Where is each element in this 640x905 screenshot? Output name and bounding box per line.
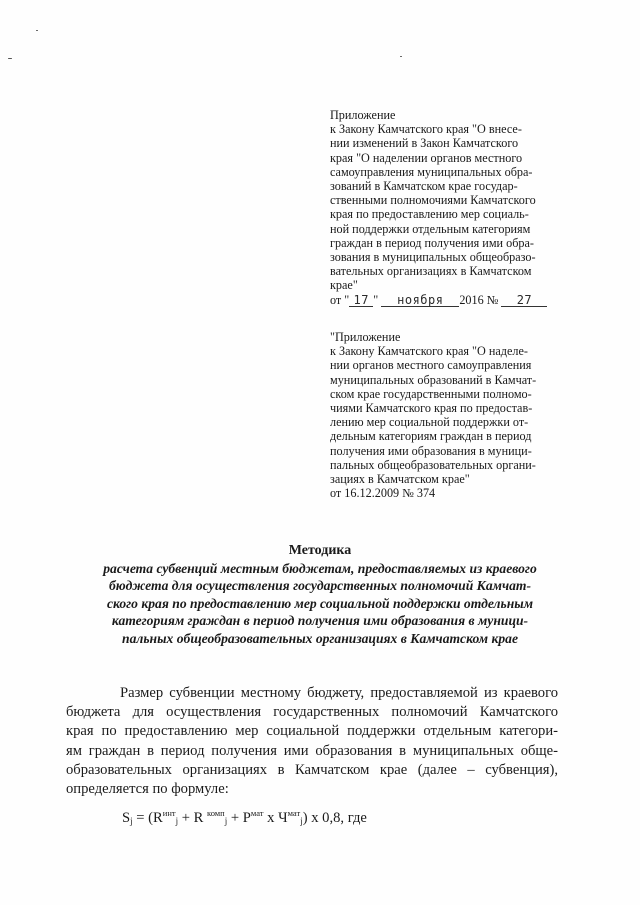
appendix-line: крае": [330, 278, 358, 293]
appendix-line: края по предоставлению мер социаль-: [330, 207, 529, 222]
law-date-line: [330, 293, 566, 307]
original-appendix-line: от 16.12.2009 № 374: [330, 486, 436, 501]
original-appendix-line: муниципальных образований в Камчат-: [330, 372, 537, 387]
appendix-line: края "О наделении органов местного: [330, 150, 523, 165]
methodology-heading: Методика: [288, 543, 352, 558]
formula-p-sup: мат: [250, 808, 264, 818]
body-line: края по предоставлению мер социальной поддержки отдельным категори-: [66, 723, 558, 740]
date-year: 2016 №: [459, 292, 499, 307]
methodology-title-line: пальных общеобразовательных организациях в Камчатском крае: [122, 630, 518, 646]
original-appendix-line: к Закону Камчатского края "О наделе-: [330, 344, 528, 359]
date-quote: ": [373, 292, 379, 307]
appendix-line: ной поддержки отдельным категориям: [330, 221, 531, 236]
formula-s: S: [122, 810, 131, 826]
formula-r1-sup: инт: [162, 808, 176, 818]
appendix-line: зования в муниципальных общеобразо-: [330, 250, 536, 265]
formula-s-sub: j: [130, 816, 133, 826]
body-line: ям граждан в период получения ими образования в муниципальных обще-: [66, 742, 558, 759]
formula-r2-sub: j: [224, 816, 228, 826]
original-appendix-line: пальных общеобразовательных органи-: [330, 457, 536, 472]
original-appendix-line: зациях в Камчатском крае": [330, 472, 470, 487]
appendix-line: зований в Камчатском крае государ-: [330, 179, 518, 194]
formula-r2-sup: комп: [207, 808, 225, 818]
date-day: 17: [349, 294, 373, 307]
formula-ch-sub: j: [300, 816, 303, 826]
methodology-title: [60, 542, 580, 647]
appendix-line: к Закону Камчатского края "О внесе-: [330, 122, 522, 137]
appendix-line: самоуправления муниципальных обра-: [330, 164, 533, 179]
scan-speck: [400, 56, 402, 57]
law-number: 27: [501, 294, 547, 307]
original-appendix-header: [330, 330, 566, 500]
formula-times: x Ч: [263, 810, 288, 826]
appendix-line: граждан в период получения ими обра-: [330, 235, 534, 250]
methodology-title-line: категориям граждан в период получения ими образования в муници-: [111, 613, 529, 628]
appendix-line: нии изменений в Закон Камчатского: [330, 136, 519, 151]
scan-speck: [36, 30, 38, 31]
scan-speck: [8, 58, 12, 59]
date-month: ноября: [381, 294, 459, 307]
body-paragraph: [66, 684, 558, 799]
appendix-header: [330, 108, 566, 307]
formula-plus1: + R: [178, 810, 208, 826]
subvention-formula: [122, 803, 367, 831]
formula-r1-sub: j: [175, 816, 179, 826]
original-appendix-line: дельным категориям граждан в период: [330, 429, 532, 444]
body-line: Размер субвенции местному бюджету, предоставляемой из краевого: [120, 685, 558, 701]
original-appendix-line: "Приложение: [330, 330, 401, 344]
formula-ch-sup: мат: [287, 808, 301, 818]
appendix-line: вательных организациях в Камчатском: [330, 264, 532, 279]
methodology-title-line: бюджета для осуществления государственных полномочий Камчат-: [108, 578, 532, 593]
formula-tail: ) x 0,8, где: [302, 810, 367, 826]
date-prefix: от ": [330, 292, 350, 307]
body-line: бюджета для осуществления государственных полномочий Камчатского: [66, 704, 558, 721]
appendix-line: Приложение: [330, 108, 396, 122]
body-line: определяется по формуле:: [66, 781, 229, 798]
original-appendix-line: нии органов местного самоуправления: [330, 358, 532, 373]
methodology-title-line: ского края по предоставлению мер социальной поддержки отдельным: [106, 595, 534, 611]
original-appendix-line: получения ими образования в муници-: [330, 443, 532, 458]
methodology-title-line: расчета субвенций местным бюджетам, предоставляемых из краевого: [103, 560, 537, 576]
original-appendix-line: ском крае государственными полномо-: [330, 386, 532, 401]
body-line: образовательных организациях в Камчатском крае (далее – субвенция),: [66, 761, 558, 778]
formula-plus2: + P: [227, 810, 251, 826]
original-appendix-line: лению мер социальной поддержки от-: [330, 415, 529, 430]
appendix-line: ственными полномочиями Камчатского: [330, 193, 536, 208]
formula-eq: = (R: [132, 810, 163, 826]
original-appendix-line: чиями Камчатского края по предостав-: [330, 401, 533, 416]
